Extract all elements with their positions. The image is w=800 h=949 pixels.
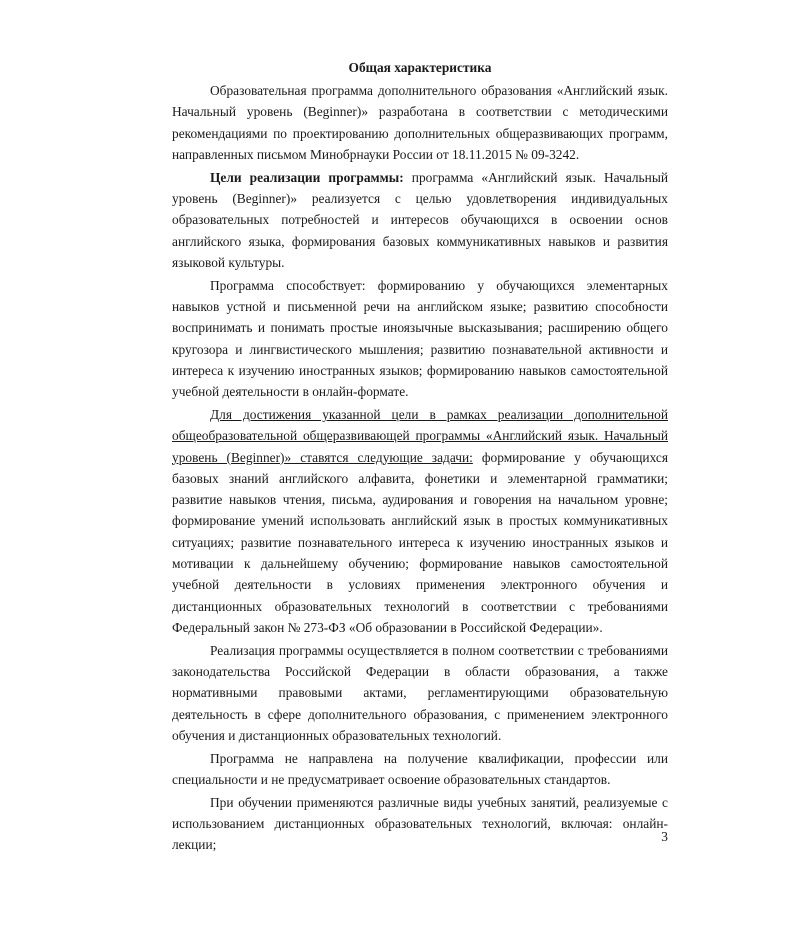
paragraph-contributes bbox=[172, 275, 668, 403]
paragraph-text: программа «Английский язык. Начальный уровень (Beginner)» реализуется с целью удовлетворения индивидуальных образовательных потребностей и интересов обучающихся в освоении основ английского языка, формирования базовых коммуникативных навыков и развития языковой культуры. bbox=[172, 169, 668, 270]
document-body bbox=[172, 80, 668, 857]
paragraph-text: Реализация программы осуществляется в полном соответствии с требованиями законодательства Российской Федерации в области образования, а также нормативными правовыми актами, регламентирующими образовательную деятельность в сфере дополнительного образования, с применением электронного обучения и дистанционных образовательных технологий. bbox=[172, 642, 668, 743]
paragraph-intro bbox=[172, 80, 668, 165]
paragraph-goals bbox=[172, 167, 668, 273]
paragraph-text: формирование у обучающихся базовых знаний английского алфавита, фонетики и элементарной грамматики; развитие навыков чтения, письма, аудирования и говорения на начальном уровне; формирование умений использовать английский язык в простых коммуникативных ситуациях; развитие познавательного интереса к изучению иностранных языков и мотивации к дальнейшему обучению; формирование навыков самостоятельной учебной деятельности в условиях применения электронного обучения и дистанционных образовательных технологий в соответствии с требованиями Федеральный закон № 273-ФЗ «Об образовании в Российской Федерации». bbox=[172, 449, 668, 635]
page-title: Общая характеристика bbox=[348, 60, 492, 75]
paragraph-implementation bbox=[172, 640, 668, 746]
paragraph-text: Программа способствует: формированию у обучающихся элементарных навыков устной и письменной речи на английском языке; развитию способности воспринимать и понимать простые иноязычные высказывания; расширению общего кругозора и лингвистического мышления; развитию познавательной активности и интереса к изучению иностранных языков; формированию навыков самостоятельной учебной деятельности в онлайн-формате. bbox=[172, 277, 668, 400]
paragraph-text: При обучении применяются различные виды учебных занятий, реализуемые с использованием дистанционных образовательных технологий, включая: онлайн-лекции; bbox=[172, 794, 668, 853]
page-number: 3 bbox=[661, 829, 668, 844]
paragraph-tasks bbox=[172, 404, 668, 638]
paragraph-text: Образовательная программа дополнительного образования «Английский язык. Начальный уровень (Beginner)» разработана в соответствии с методическими рекомендациями по проектированию дополнительных общеразвивающих программ, направленных письмом Минобрнауки России от 18.11.2015 № 09-3242. bbox=[172, 83, 668, 162]
paragraph-text: Программа не направлена на получение квалификации, профессии или специальности и не предусматривает освоение образовательных стандартов. bbox=[172, 750, 668, 787]
paragraph-qualification bbox=[172, 748, 668, 791]
paragraph-lesson-types bbox=[172, 792, 668, 856]
goals-heading: Цели реализации программы: bbox=[210, 169, 404, 185]
tasks-lead: Для достижения указанной цели в рамках реализации дополнительной общеобразовательной общеразвивающей программы «Английский язык. Начальный уровень (Beginner)» ставятся следующие задачи: bbox=[172, 406, 668, 465]
